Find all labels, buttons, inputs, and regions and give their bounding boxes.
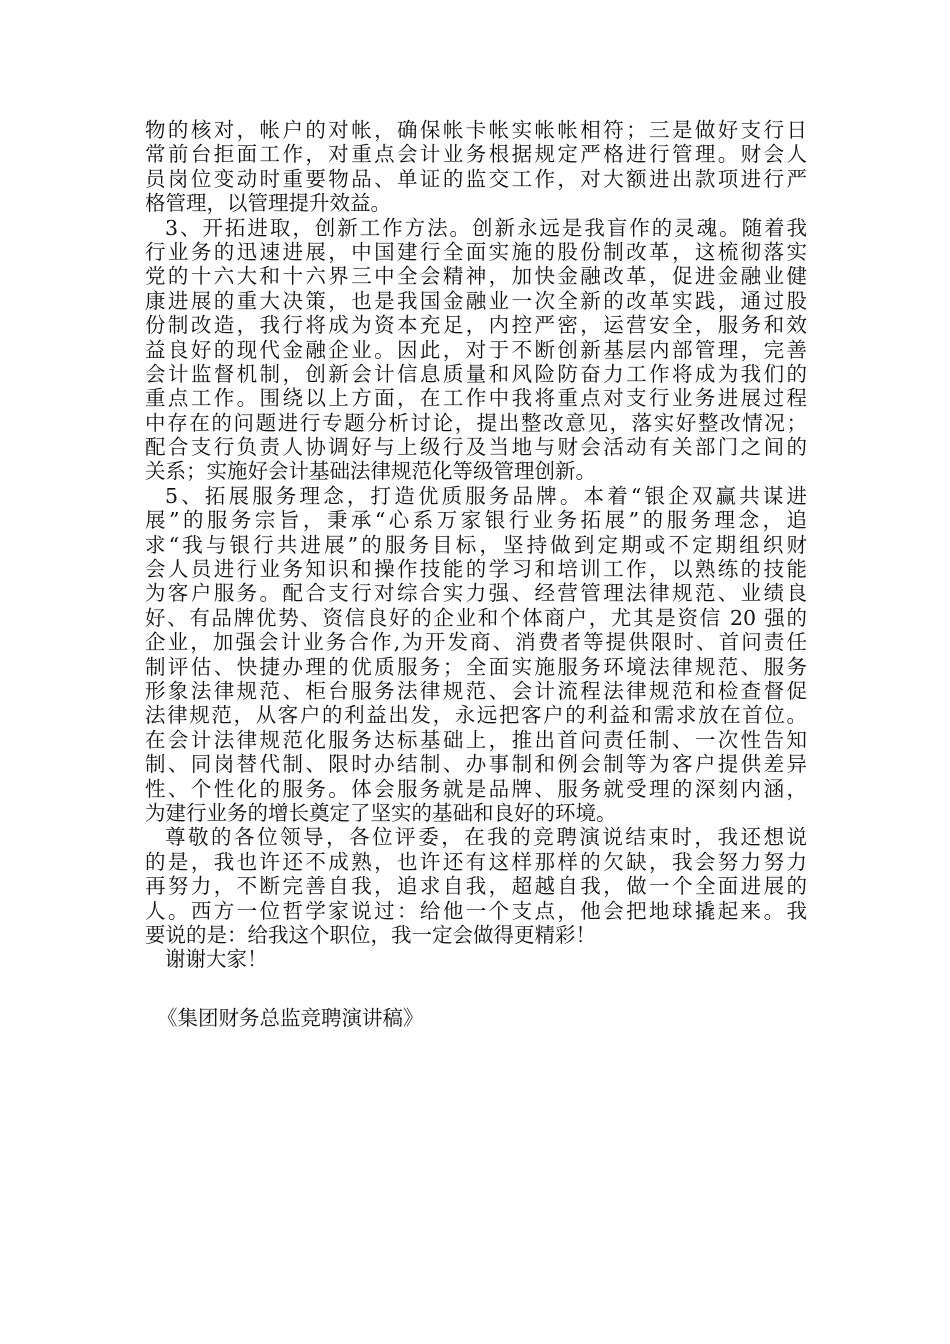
text-line: 重点工作。围绕以上方面，在工作中我将重点对支行业务进展过程	[145, 386, 807, 411]
text-line: 好、有品牌优势、资信良好的企业和个体商户，尤其是资信 20 强的	[145, 605, 807, 630]
paragraph-1	[145, 118, 807, 216]
text-line: 法律规范，从客户的利益出发，永远把客户的利益和需求放在首位。	[145, 703, 807, 728]
spacer	[145, 972, 807, 1006]
paragraph-3	[145, 484, 807, 825]
text-line: 为客户服务。配合支行对综合实力强、经营管理法律规范、业绩良	[145, 581, 807, 606]
text-line: 康进展的重大决策，也是我国金融业一次全新的改革实践，通过股	[145, 288, 807, 313]
text-line: 尊敬的各位领导，各位评委，在我的竞聘演说结束时，我还想说	[165, 825, 807, 850]
text-line: 物的核对，帐户的对帐，确保帐卡帐实帐帐相符；三是做好支行日	[145, 118, 807, 142]
text-line: 份制改造，我行将成为资本充足，内控严密，运营安全，服务和效	[145, 313, 807, 338]
text-line: 格管理，以管理提升效益。	[145, 191, 391, 216]
text-line: 益良好的现代金融企业。因此，对于不断创新基层内部管理，完善	[145, 337, 807, 362]
text-line: 员岗位变动时重要物品、单证的监交工作，对大额进出款项进行严	[145, 166, 807, 191]
text-line: 求“我与银行共进展”的服务目标，坚持做到定期或不定期组织财	[145, 532, 807, 557]
text-line: 5、拓展服务理念，打造优质服务品牌。本着“银企双赢共谋进	[165, 483, 807, 508]
text-line: 人。西方一位哲学家说过：给他一个支点，他会把地球撬起来。我	[145, 898, 807, 923]
text-line: 会计监督机制，创新会计信息质量和风险防奋力工作将成为我们的	[145, 361, 807, 386]
text-line: 配合支行负责人协调好与上级行及当地与财会活动有关部门之间的	[145, 435, 807, 460]
text-line: 制评估、快捷办理的优质服务；全面实施服务环境法律规范、服务	[145, 654, 807, 679]
document-page	[145, 118, 807, 1030]
text-line: 行业务的迅速进展，中国建行全面实施的股份制改革，这梳彻落实	[145, 239, 807, 264]
text-line: 要说的是：给我这个职位，我一定会做得更精彩！	[145, 922, 596, 947]
text-line: 党的十六大和十六界三中全会精神，加快金融改革，促进金融业健	[145, 264, 807, 289]
text-line: 在会计法律规范化服务达标基础上，推出首问责任制、一次性告知	[145, 727, 807, 752]
text-line: 会人员进行业务知识和操作技能的学习和培训工作，以熟练的技能	[145, 557, 807, 582]
text-line: 中存在的问题进行专题分析讨论，提出整改意见，落实好整改情况；	[145, 410, 807, 435]
paragraph-5	[145, 947, 807, 971]
text-line: 常前台拒面工作，对重点会计业务根据规定严格进行管理。财会人	[145, 142, 807, 167]
paragraph-4	[145, 825, 807, 947]
text-line: 的是，我也许还不成熟，也许还有这样那样的欠缺，我会努力努力	[145, 849, 807, 874]
text-line: 谢谢大家！	[165, 947, 268, 972]
text-line: 关系；实施好会计基础法律规范化等级管理创新。	[145, 459, 596, 484]
paragraph-2	[145, 216, 807, 484]
text-line: 企业，加强会计业务合作,为开发商、消费者等提供限时、首问责任	[145, 630, 807, 655]
text-line: 3、开拓进取，创新工作方法。创新永远是我盲作的灵魂。随着我	[165, 215, 807, 240]
text-line: 为建行业务的增长奠定了坚实的基础和良好的环境。	[145, 800, 617, 825]
text-line: 展”的服务宗旨，秉承“心系万家银行业务拓展”的服务理念，追	[145, 508, 807, 533]
document-title: 《集团财务总监竞聘演讲稿》	[157, 1005, 424, 1030]
text-line: 制、同岗替代制、限时办结制、办事制和例会制等为客户提供差异	[145, 752, 807, 777]
text-line: 性、个性化的服务。体会服务就是品牌、服务就受理的深刻内涵，	[145, 776, 807, 801]
text-line: 形象法律规范、柜台服务法律规范、会计流程法律规范和检查督促	[145, 678, 807, 703]
text-line: 再努力，不断完善自我，追求自我，超越自我，做一个全面进展的	[145, 874, 807, 899]
